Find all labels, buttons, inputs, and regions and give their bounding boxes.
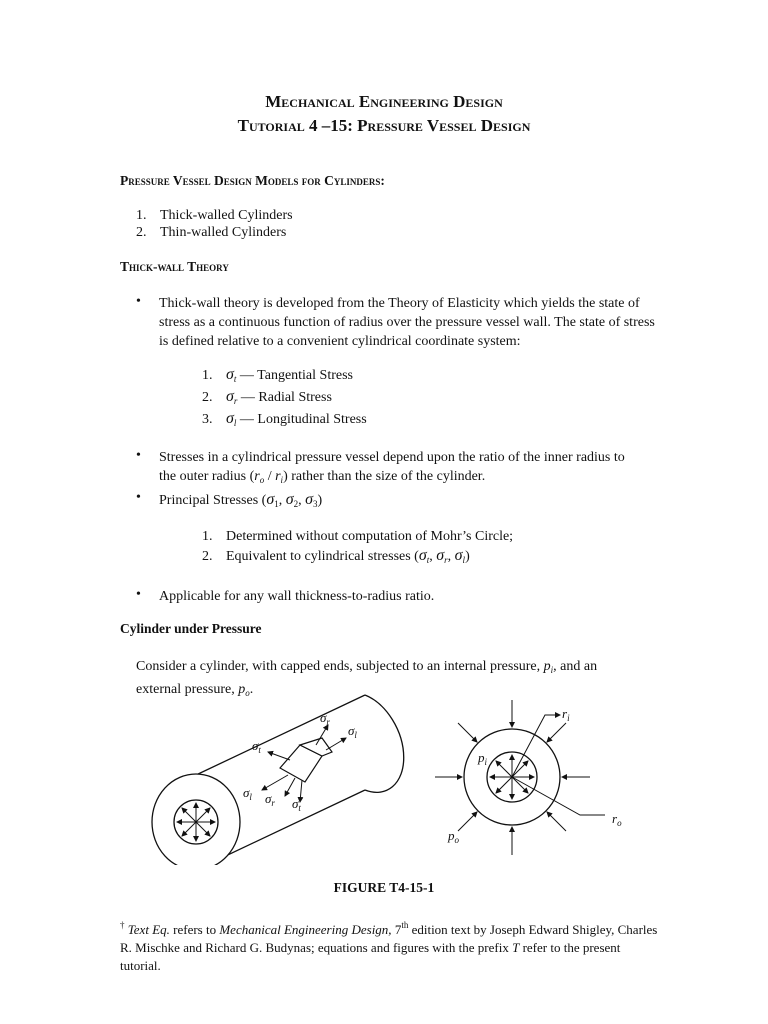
sigma-r-label-lower: $\sigma_r$ (265, 791, 275, 808)
footnote (120, 916, 660, 975)
text-run: Consider a cylinder, with capped ends, subjected to an internal pressure, (136, 659, 541, 674)
subscript: r (444, 555, 448, 565)
sigma-symbol: σ (454, 547, 463, 564)
document-title: Mechanical Engineering Design (265, 92, 503, 111)
text-run: edition text by Joseph Edward Shigley, Charles (408, 922, 658, 937)
subscript: l (462, 555, 466, 565)
stress-label: — Tangential Stress (236, 368, 353, 383)
applicable-line: Applicable for any wall thickness-to-radius ratio. (159, 589, 435, 604)
stress-item-longitudinal (202, 409, 367, 433)
list-number: 2. (136, 225, 147, 240)
list-text: Thick-walled Cylinders (160, 208, 293, 223)
ratio-line-2 (159, 467, 679, 490)
text-run: external pressure, (136, 682, 235, 697)
sigma-subscript: t (233, 374, 237, 384)
list-number: 1. (136, 208, 147, 223)
subscript: t (426, 555, 430, 565)
models-list-item (136, 223, 286, 242)
principal-item (202, 527, 513, 546)
sigma-symbol: σ (418, 547, 427, 564)
ratio-line-1: Stresses in a cylindrical pressure vessel depend upon the ratio of the inner radius to (159, 450, 625, 465)
subscript: 2 (293, 499, 299, 509)
text-run: refer to the present tutorial. (120, 940, 621, 973)
bullet-dot: • (136, 587, 141, 602)
text-run: Principal Stresses ( (159, 493, 267, 508)
footnote-line-2 (120, 939, 660, 975)
text-run: ) rather than the size of the cylinder. (283, 469, 486, 484)
thick-wall-heading: Thick-wall Theory (120, 259, 229, 274)
stress-label: — Radial Stress (237, 390, 332, 405)
subscript: 1 (274, 499, 279, 509)
ratio-paragraph (159, 448, 679, 490)
list-number: 1. (202, 368, 213, 383)
subscript: i (280, 475, 284, 485)
principal-stresses-line: Principal Stresses ($\sigma_1$, $\sigma_2$, $\sigma_3$) (159, 491, 323, 509)
text-run: R. Mischke and Richard G. Budynas; equations and figures with the prefix (120, 940, 513, 955)
symbol-r: r (275, 469, 281, 484)
subscript: o (245, 688, 250, 698)
list-number: 2. (202, 390, 213, 405)
text-run: T (512, 940, 520, 955)
text-run: . (249, 682, 254, 697)
stress-item-tangential (202, 365, 353, 389)
text-run: , and an (553, 659, 598, 674)
book-title: Mechanical Engineering Design, (219, 922, 392, 937)
principal-item: 2. Equivalent to cylindrical stresses ($\sigma_t$, $\sigma_r$, $\sigma_l$) (202, 547, 470, 565)
bullet-dot: • (136, 294, 141, 309)
r-o-label: $r_o$ (612, 811, 622, 828)
sigma-symbol: σ (436, 547, 445, 564)
list-text: Thin-walled Cylinders (160, 225, 287, 240)
symbol-r: r (254, 469, 260, 484)
subscript: i (550, 665, 554, 675)
cylinder-drawing (152, 695, 404, 865)
models-heading: Pressure Vessel Design Models for Cylinders: (120, 173, 385, 188)
list-text: Determined without computation of Mohr’s Circle; (226, 529, 514, 544)
sigma-symbol: σ (285, 491, 294, 508)
sigma-symbol: σ (266, 491, 275, 508)
figure-caption: FIGURE T4-15-1 (333, 880, 435, 895)
stress-item-radial (202, 387, 332, 411)
superscript: th (401, 920, 409, 930)
internal-pressure-arrows-left (177, 803, 215, 841)
sigma-r-label: $\sigma_r$ (320, 710, 330, 727)
text-run: refers to (169, 922, 220, 937)
sigma-symbol: σ (226, 366, 234, 383)
tutorial-title: Tutorial 4 –15: Pressure Vessel Design (237, 116, 531, 135)
cylinder-heading: Cylinder under Pressure (120, 621, 262, 636)
list-number: 3. (202, 412, 213, 427)
p-i-label: $p_i$ (478, 750, 488, 767)
sigma-symbol: σ (305, 491, 313, 508)
text-run: / (264, 469, 276, 484)
stress-label: — Longitudinal Stress (236, 412, 367, 427)
sigma-subscript: l (233, 418, 237, 428)
sigma-t-label-lower: $\sigma_t$ (292, 796, 301, 813)
p-o-label: $p_o$ (448, 828, 459, 845)
list-number: 2. (202, 549, 213, 564)
bullet-dot: • (136, 490, 141, 505)
pressure-vessel-figure (150, 690, 650, 865)
symbol-p: p (238, 682, 246, 697)
text-run: 7 (391, 922, 402, 937)
sigma-t-label: $\sigma_t$ (252, 738, 261, 755)
cylinder-line-1 (136, 657, 656, 680)
sigma-subscript: r (233, 396, 238, 406)
sigma-l-label-lower: $\sigma_l$ (243, 785, 252, 802)
text-run: Text Eq. (127, 922, 170, 937)
list-text: Equivalent to cylindrical stresses ( (226, 549, 419, 564)
sigma-l-label: $\sigma_l$ (348, 723, 357, 740)
sigma-symbol: σ (226, 410, 234, 427)
thick-wall-paragraph: Thick-wall theory is developed from the Theory of Elasticity which yields the state of stress as a continuous function of radius over the pressure vessel wall. The state of stress is defined relative to a convenient cylindrical coordinate system: (159, 296, 655, 349)
subscript: 3 (313, 499, 318, 509)
sigma-symbol: σ (226, 388, 234, 405)
list-number: 1. (202, 529, 213, 544)
r-i-label: $r_i$ (562, 706, 570, 723)
text-run: the outer radius ( (159, 469, 255, 484)
subscript: o (259, 475, 265, 485)
footnote-mark: † (120, 920, 125, 930)
footnote-line-1 (120, 916, 660, 939)
symbol-p: p (543, 659, 551, 674)
bullet-dot: • (136, 448, 141, 463)
